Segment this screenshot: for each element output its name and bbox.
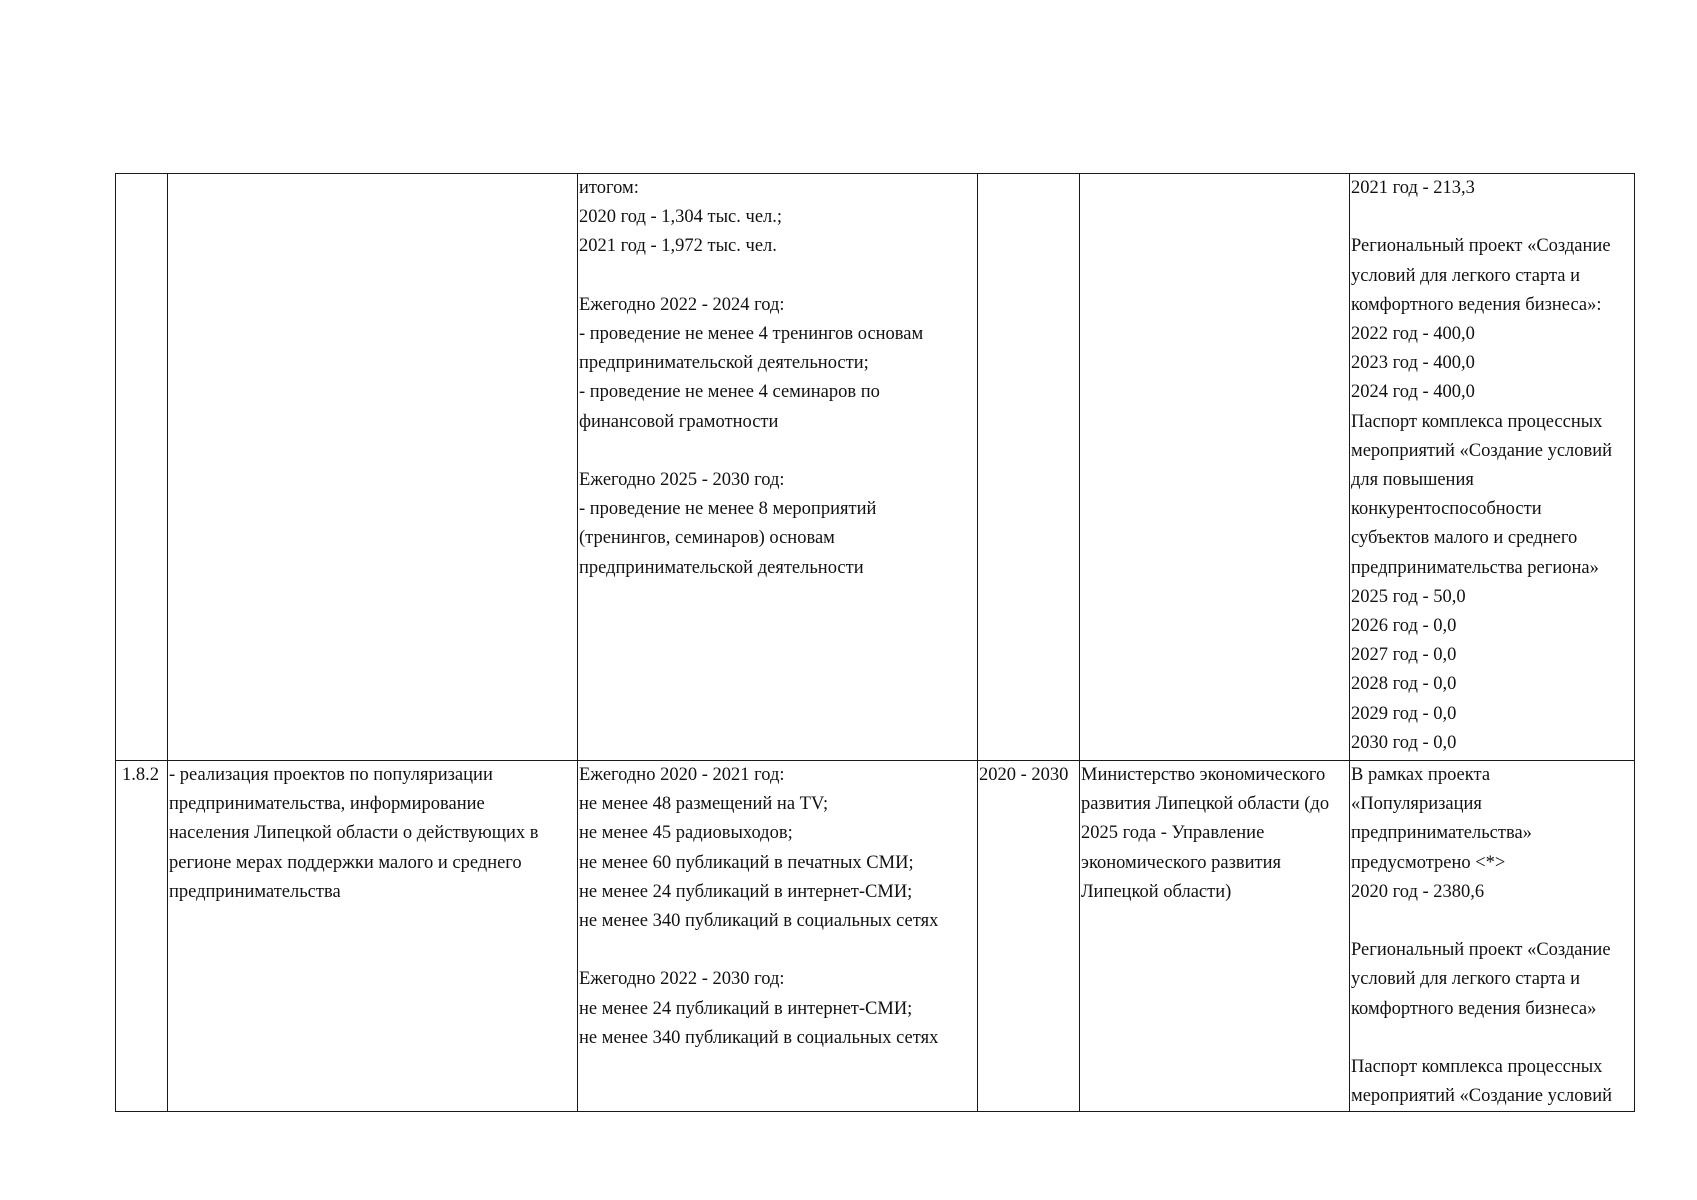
text-line: - проведение не менее 4 семинаров по xyxy=(579,382,880,403)
item-number: 1.8.2 xyxy=(122,765,159,785)
blank-line xyxy=(1351,907,1634,936)
text-line: 2026 год - 0,0 xyxy=(1351,616,1457,637)
text-line: предусмотрено <*> xyxy=(1351,852,1506,873)
text-line: 2021 год - 1,972 тыс. чел. xyxy=(579,236,777,257)
text-line: мероприятий «Создание условий xyxy=(1351,440,1613,461)
text-line: 2025 год - 50,0 xyxy=(1351,586,1466,607)
text-line: финансовой грамотности xyxy=(579,411,779,432)
text-line: 2020 год - 2380,6 xyxy=(1351,881,1485,902)
cell-funding xyxy=(1350,761,1635,1112)
text-line: населения Липецкой области о действующих в xyxy=(169,823,539,844)
text-line: развития Липецкой области (до xyxy=(1081,794,1330,815)
blank-line xyxy=(579,936,977,965)
text-line: Ежегодно 2022 - 2024 год: xyxy=(579,294,785,315)
text-line: предпринимательства, информирование xyxy=(169,794,485,815)
blank-line xyxy=(579,262,977,291)
text-line: субъектов малого и среднего xyxy=(1351,528,1578,549)
text-line: конкурентоспособности xyxy=(1351,499,1542,520)
text-line: - проведение не менее 4 тренингов основам xyxy=(579,324,924,344)
text-line: регионе мерах поддержки малого и среднего xyxy=(169,852,522,873)
text-line: экономического развития xyxy=(1081,852,1282,873)
text-line: Ежегодно 2022 - 2030 год: xyxy=(579,969,785,990)
text-line: «Популяризация xyxy=(1351,794,1482,815)
text-line: условий для легкого старта и xyxy=(1351,265,1581,286)
cell-period xyxy=(978,174,1080,761)
text-line: (тренингов, семинаров) основам xyxy=(579,528,835,549)
cell-number xyxy=(116,761,168,1112)
measures-table xyxy=(115,173,1635,1112)
text-line: условий для легкого старта и xyxy=(1351,969,1581,990)
text-line: не менее 48 размещений на TV; xyxy=(579,794,829,815)
text-line: 2029 год - 0,0 xyxy=(1351,703,1457,724)
text-line: предпринимательства региона» xyxy=(1351,557,1599,578)
cell-measure xyxy=(168,174,578,761)
text-line: предпринимательской деятельности xyxy=(579,557,864,578)
text-line: - проведение не менее 8 мероприятий xyxy=(579,499,877,520)
text-line: 2025 года - Управление xyxy=(1081,823,1265,844)
text-line: не менее 340 публикаций в социальных сетях xyxy=(579,1027,939,1048)
text-line: не менее 340 публикаций в социальных сетях xyxy=(579,911,939,932)
text-line: 2020 год - 1,304 тыс. чел.; xyxy=(579,207,783,228)
text-line: комфортного ведения бизнеса»: xyxy=(1351,294,1602,315)
text-line: Ежегодно 2025 - 2030 год: xyxy=(579,470,785,490)
text-line: Липецкой области) xyxy=(1081,881,1232,902)
cell-measure xyxy=(168,761,578,1112)
text-line: не менее 60 публикаций в печатных СМИ; xyxy=(579,852,914,873)
cell-indicators xyxy=(578,761,978,1112)
table-row xyxy=(116,761,1635,1112)
text-line: мероприятий «Создание условий xyxy=(1351,1086,1613,1107)
text-line: Ежегодно 2020 - 2021 год: xyxy=(579,765,785,785)
text-line: 2027 год - 0,0 xyxy=(1351,645,1457,666)
text-line: - реализация проектов по популяризации xyxy=(169,765,493,785)
text-line: не менее 24 публикаций в интернет-СМИ; xyxy=(579,998,913,1019)
table-row xyxy=(116,174,1635,761)
text-line: Паспорт комплекса процессных xyxy=(1351,1057,1603,1077)
text-line: В рамках проекта xyxy=(1351,765,1491,785)
text-line: не менее 45 радиовыходов; xyxy=(579,823,793,844)
text-line: 2023 год - 400,0 xyxy=(1351,353,1475,374)
text-line: Паспорт комплекса процессных xyxy=(1351,411,1603,432)
text-line: комфортного ведения бизнеса» xyxy=(1351,998,1597,1019)
blank-line xyxy=(579,437,977,466)
period-text: 2020 - 2030 xyxy=(979,765,1069,785)
text-line: 2030 год - 0,0 xyxy=(1351,732,1457,753)
text-line: 2028 год - 0,0 xyxy=(1351,674,1457,695)
blank-line xyxy=(1351,203,1634,232)
text-line: итогом: xyxy=(579,178,639,198)
text-line: Региональный проект «Создание xyxy=(1351,940,1611,961)
cell-number xyxy=(116,174,168,761)
text-line: Региональный проект «Создание xyxy=(1351,236,1611,257)
text-line: 2022 год - 400,0 xyxy=(1351,324,1475,344)
cell-executor xyxy=(1080,174,1350,761)
cell-indicators xyxy=(578,174,978,761)
text-line: предпринимательства» xyxy=(1351,823,1532,844)
blank-line xyxy=(1351,1024,1634,1053)
text-line: не менее 24 публикаций в интернет-СМИ; xyxy=(579,881,913,902)
text-line: 2021 год - 213,3 xyxy=(1351,178,1475,198)
cell-executor xyxy=(1080,761,1350,1112)
text-line: предпринимательства xyxy=(169,881,341,902)
cell-funding xyxy=(1350,174,1635,761)
text-line: 2024 год - 400,0 xyxy=(1351,382,1475,403)
text-line: Министерство экономического xyxy=(1081,765,1326,785)
text-line: для повышения xyxy=(1351,470,1474,491)
text-line: предпринимательской деятельности; xyxy=(579,353,869,374)
cell-period xyxy=(978,761,1080,1112)
